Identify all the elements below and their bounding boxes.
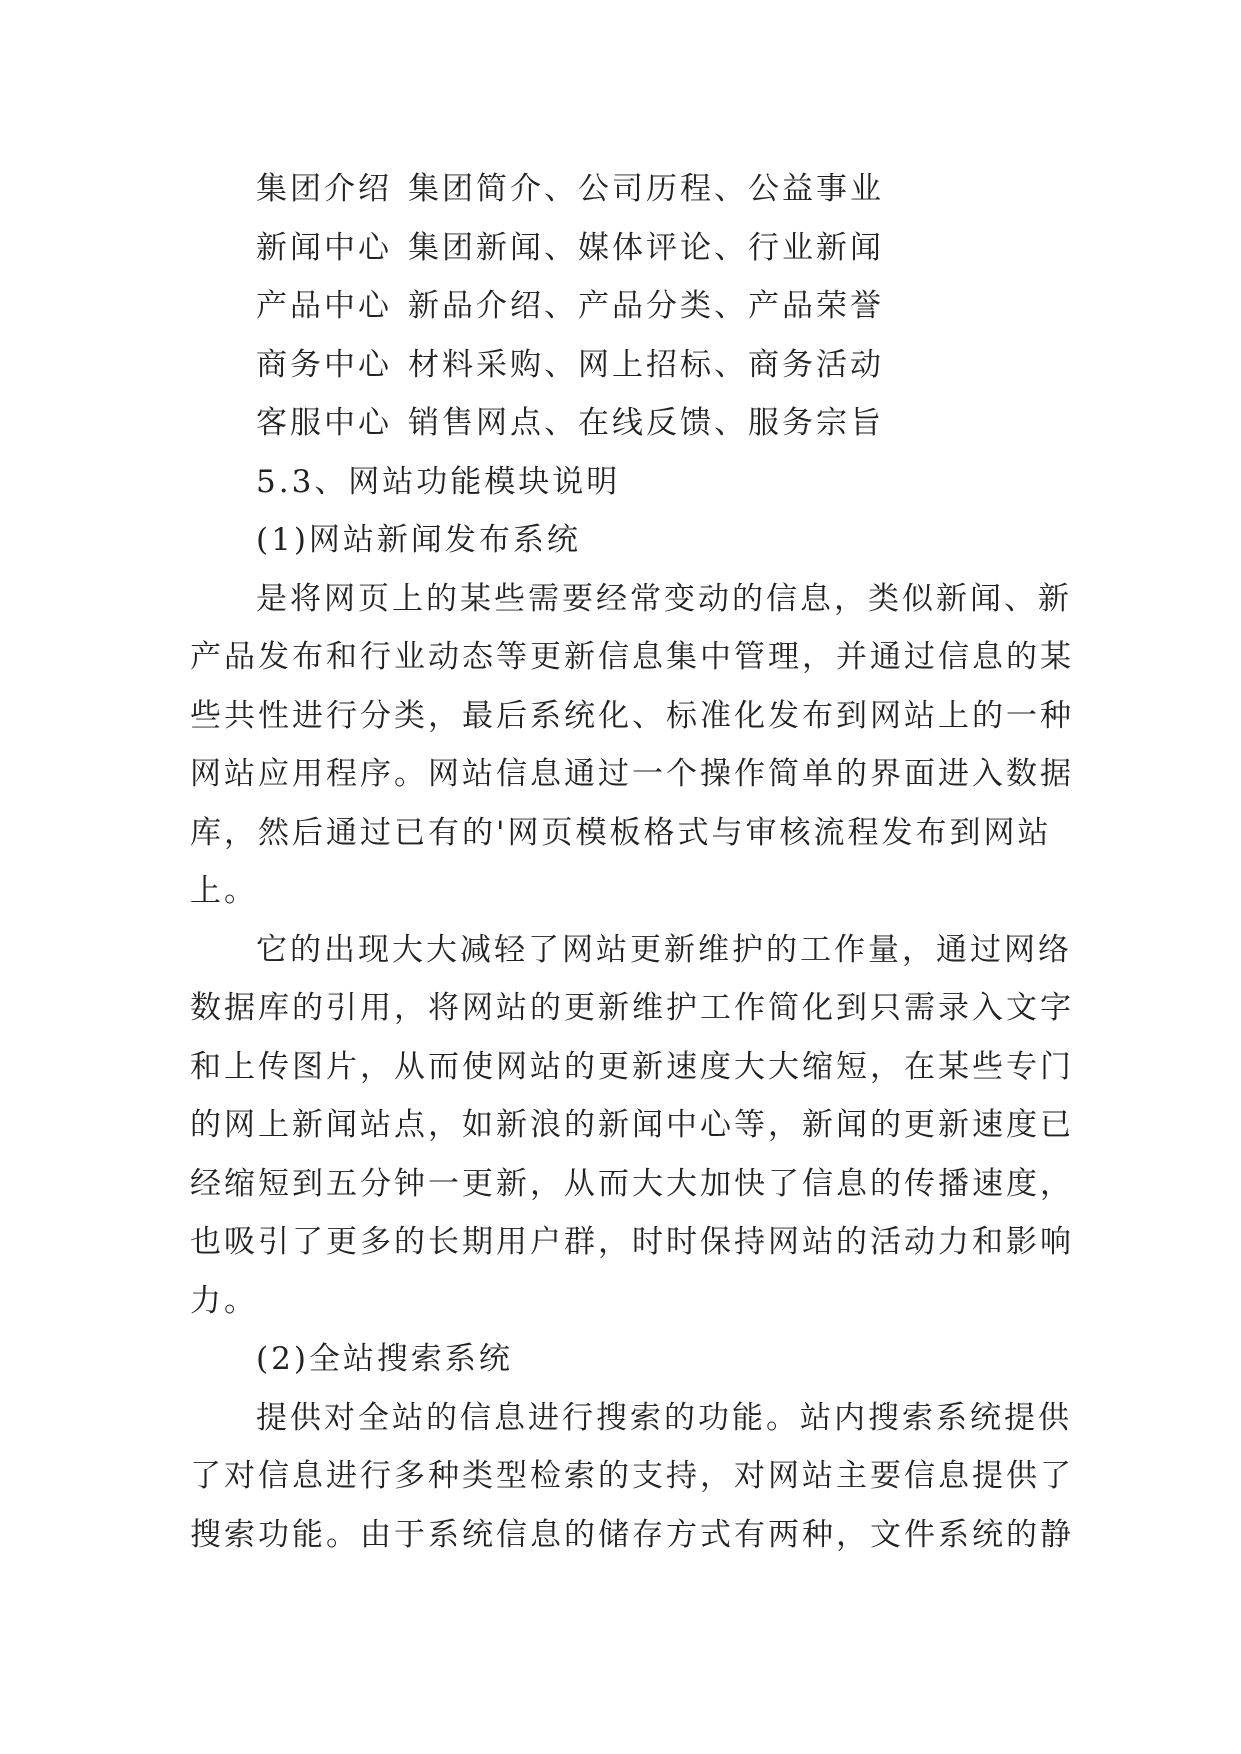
menu-row-group-intro bbox=[190, 160, 1070, 219]
paragraph-line: 产品发布和行业动态等更新信息集中管理，并通过信息的某 bbox=[190, 639, 1074, 675]
paragraph-line: 搜索功能。由于系统信息的储存方式有两种，文件系统的静 bbox=[190, 1516, 1074, 1553]
section-heading: 5.3、网站功能模块说明 bbox=[256, 463, 621, 500]
subsection-heading-site-search: (2)全站搜索系统 bbox=[256, 1341, 513, 1377]
menu-row-news-center bbox=[190, 219, 1070, 278]
paragraph-line: 的网上新闻站点，如新浪的新闻中心等，新闻的更新速度已 bbox=[190, 1107, 1074, 1143]
document-body bbox=[190, 160, 1074, 1564]
menu-subitems: 新品介绍、产品分类、产品荣誉 bbox=[408, 288, 884, 324]
menu-row-service-center bbox=[190, 394, 1070, 453]
menu-category: 客服中心 bbox=[256, 405, 392, 441]
paragraph-line: 经缩短到五分钟一更新，从而大大加快了信息的传播速度， bbox=[190, 1165, 1074, 1202]
menu-category: 集团介绍 bbox=[256, 171, 392, 207]
subsection-heading-news-system: (1)网站新闻发布系统 bbox=[256, 522, 581, 558]
paragraph-line: 提供对全站的信息进行搜索的功能。站内搜索系统提供 bbox=[256, 1399, 1072, 1436]
paragraph-news-system-benefits bbox=[190, 921, 1074, 1331]
menu-subitems: 材料采购、网上招标、商务活动 bbox=[408, 346, 884, 383]
menu-category: 新闻中心 bbox=[256, 229, 392, 266]
menu-subitems: 销售网点、在线反馈、服务宗旨 bbox=[408, 405, 884, 441]
paragraph-line: 是将网页上的某些需要经常变动的信息，类似新闻、新 bbox=[256, 580, 1072, 617]
paragraph-news-system-definition bbox=[190, 570, 1074, 921]
menu-category: 产品中心 bbox=[256, 288, 392, 324]
paragraph-line: 也吸引了更多的长期用户群，时时保持网站的活动力和影响 bbox=[190, 1224, 1074, 1260]
paragraph-line: 些共性进行分类，最后系统化、标准化发布到网站上的一种 bbox=[190, 697, 1074, 734]
menu-subitems: 集团新闻、媒体评论、行业新闻 bbox=[408, 229, 884, 266]
paragraph-line: 和上传图片，从而使网站的更新速度大大缩短，在某些专门 bbox=[190, 1048, 1074, 1085]
paragraph-line: 它的出现大大减轻了网站更新维护的工作量，通过网络 bbox=[256, 931, 1072, 968]
paragraph-site-search bbox=[190, 1389, 1074, 1565]
paragraph-line: 库，然后通过已有的'网页模板格式与审核流程发布到网站 bbox=[190, 814, 1052, 851]
paragraph-line: 上。 bbox=[190, 873, 258, 909]
menu-row-product-center bbox=[190, 277, 1070, 336]
menu-subitems: 集团简介、公司历程、公益事业 bbox=[408, 171, 884, 207]
paragraph-line: 了对信息进行多种类型检索的支持，对网站主要信息提供了 bbox=[190, 1458, 1074, 1494]
menu-row-business-center bbox=[190, 336, 1070, 395]
paragraph-line: 力。 bbox=[190, 1282, 258, 1319]
paragraph-line: 网站应用程序。网站信息通过一个操作简单的界面进入数据 bbox=[190, 756, 1074, 792]
menu-category: 商务中心 bbox=[256, 346, 392, 383]
paragraph-line: 数据库的引用，将网站的更新维护工作简化到只需录入文字 bbox=[190, 990, 1074, 1026]
